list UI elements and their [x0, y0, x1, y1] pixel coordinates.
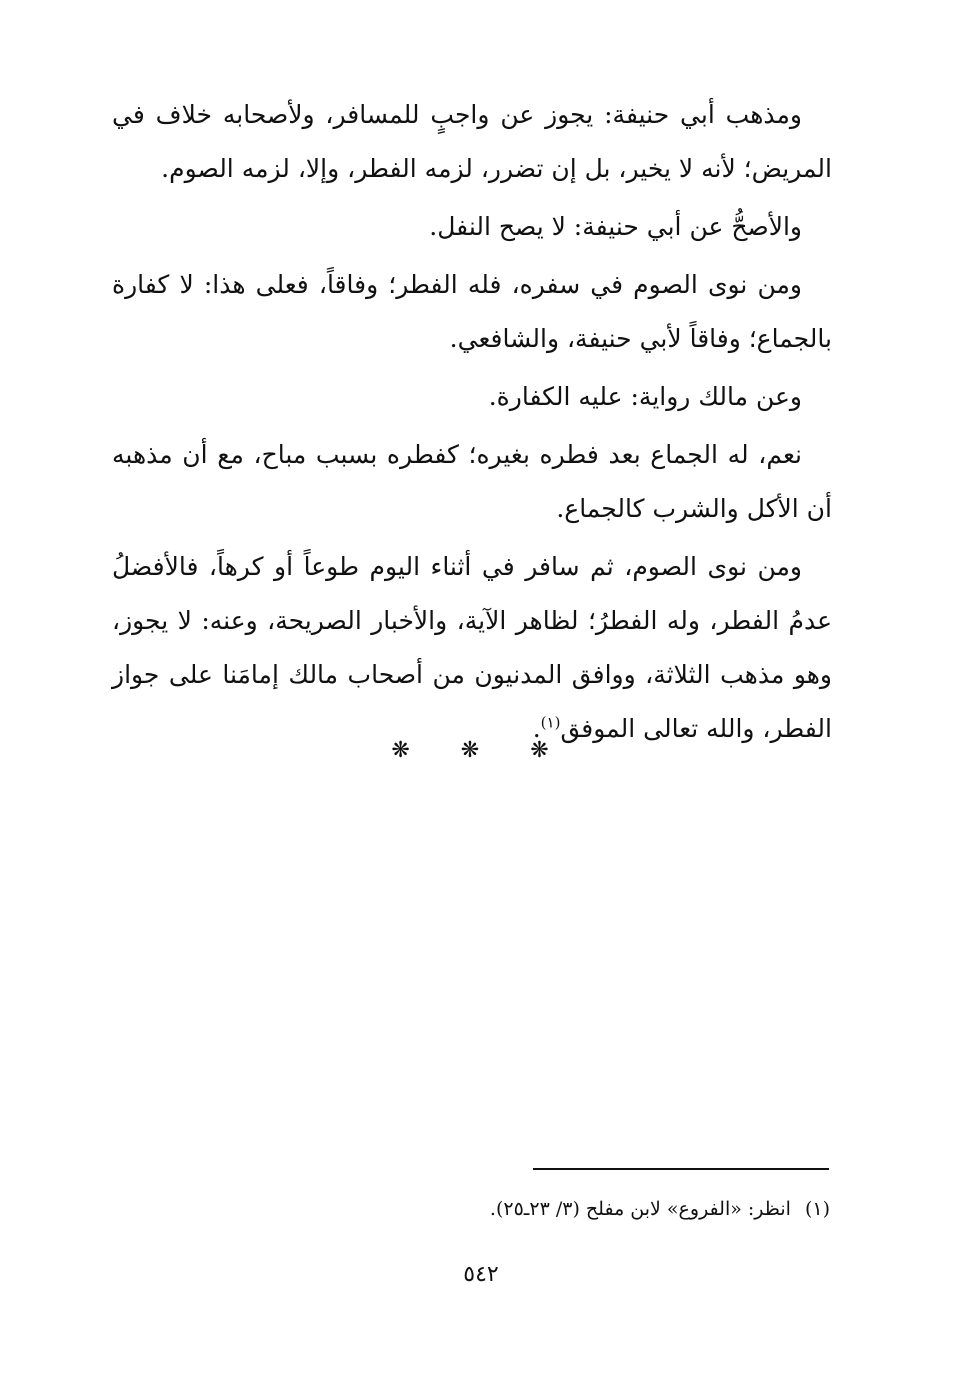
paragraph [112, 540, 832, 756]
footnote-separator [533, 1168, 829, 1170]
page-number: ٥٤٢ [463, 1262, 499, 1287]
footnote-text: انظر: «الفروع» لابن مفلح (٣/ ٢٣ـ٢٥). [489, 1198, 791, 1220]
footnote-number: (١) [804, 1198, 830, 1220]
footnote-reference: (١) [540, 713, 561, 732]
paragraph [112, 370, 832, 424]
main-text [112, 88, 832, 760]
paragraph-end-mark: . [532, 714, 541, 743]
paragraph-text: ومذهب أبي حنيفة: يجوز عن واجبٍ للمسافر، ولأصحابه خلاف في المريض؛ لأنه لا يخير، بل إن تضرر، لزمه الفطر، وإلا، لزمه الصوم. [112, 100, 832, 183]
paragraph [112, 200, 832, 254]
paragraph-text: والأصحُّ عن أبي حنيفة: لا يصح النفل. [429, 212, 802, 241]
paragraph [112, 258, 832, 366]
paragraph [112, 88, 832, 196]
paragraph-text: وعن مالك رواية: عليه الكفارة. [488, 382, 802, 411]
section-ornament: ❋ ❋ ❋ [391, 738, 571, 763]
paragraph-text: ومن نوى الصوم، ثم سافر في أثناء اليوم طوعاً أو كرهاً، فالأفضلُ عدمُ الفطر، وله الفطرُ؛ لظاهر الآية، والأخبار الصريحة، وعنه: لا يجوز، وهو مذهب الثلاثة، ووافق المدنيون من أصحاب مالك إمامَنا على جواز الفطر، والله تعالى الموفق [112, 552, 832, 743]
footnote [112, 1192, 830, 1226]
paragraph-text: نعم، له الجماع بعد فطره بغيره؛ كفطره بسبب مباح، مع أن مذهبه أن الأكل والشرب كالجماع. [112, 440, 832, 523]
paragraph-text: ومن نوى الصوم في سفره، فله الفطر؛ وفاقاً، فعلى هذا: لا كفارة بالجماع؛ وفاقاً لأبي حنيفة، والشافعي. [112, 270, 832, 353]
paragraph [112, 428, 832, 536]
